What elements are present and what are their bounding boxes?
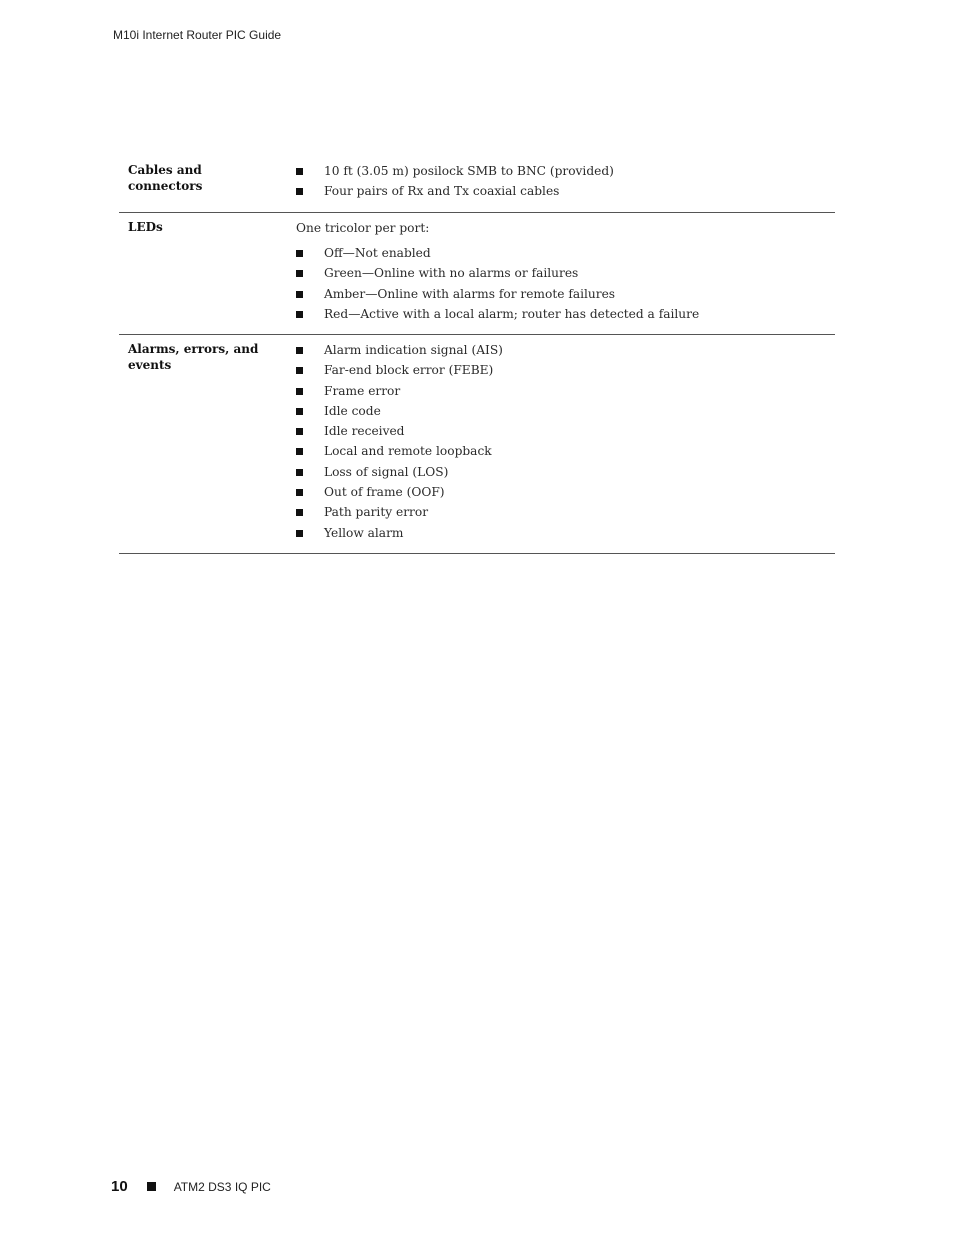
square-bullet-icon [296,270,303,277]
spec-row-leds [119,213,835,335]
square-bullet-icon [296,188,303,195]
row-intro: One tricolor per port: [296,221,430,235]
page-number: 10 [111,1178,128,1195]
list-item: Local and remote loopback [296,443,835,463]
list-item: Alarm indication signal (AIS) [296,342,835,362]
row-content [287,220,835,334]
row-content [287,163,835,212]
list-item: Yellow alarm [296,525,835,545]
list-item: Path parity error [296,504,835,524]
list-item: Red—Active with a local alarm; router has detected a failure [296,306,835,326]
square-bullet-icon [296,367,303,374]
list-item: Out of frame (OOF) [296,484,835,504]
spec-table [119,156,835,554]
row-content [287,342,835,553]
spec-row-alarms [119,335,835,554]
list-item: Frame error [296,383,835,403]
square-bullet-icon [296,388,303,395]
square-bullet-icon [296,347,303,354]
bullet-list [296,342,835,545]
row-label: Cables and connectors [128,163,203,193]
bullet-list [296,163,835,204]
guide-title: M10i Internet Router PIC Guide [113,28,282,42]
list-item: Off—Not enabled [296,245,835,265]
list-item: Loss of signal (LOS) [296,464,835,484]
square-bullet-icon [296,168,303,175]
square-bullet-icon [296,291,303,298]
chapter-title: ATM2 DS3 IQ PIC [173,1179,271,1194]
row-label: LEDs [128,220,163,234]
square-bullet-icon [296,250,303,257]
list-item: Far-end block error (FEBE) [296,362,835,382]
square-bullet-icon [296,311,303,318]
list-item: Green—Online with no alarms or failures [296,265,835,285]
square-bullet-icon [296,530,303,537]
square-bullet-icon [296,448,303,455]
list-item: Idle received [296,423,835,443]
bullet-list [296,245,835,326]
list-item: 10 ft (3.05 m) posilock SMB to BNC (provided) [296,163,835,183]
row-label: Alarms, errors, and events [128,342,259,372]
square-bullet-icon [296,408,303,415]
list-item: Idle code [296,403,835,423]
square-bullet-icon [296,509,303,516]
square-bullet-icon [296,469,303,476]
list-item: Four pairs of Rx and Tx coaxial cables [296,183,835,203]
square-bullet-icon [147,1182,156,1191]
list-item: Amber—Online with alarms for remote failures [296,286,835,306]
spec-row-cables [119,156,835,213]
running-header [113,28,281,42]
page-footer [111,1178,271,1195]
square-bullet-icon [296,489,303,496]
square-bullet-icon [296,428,303,435]
